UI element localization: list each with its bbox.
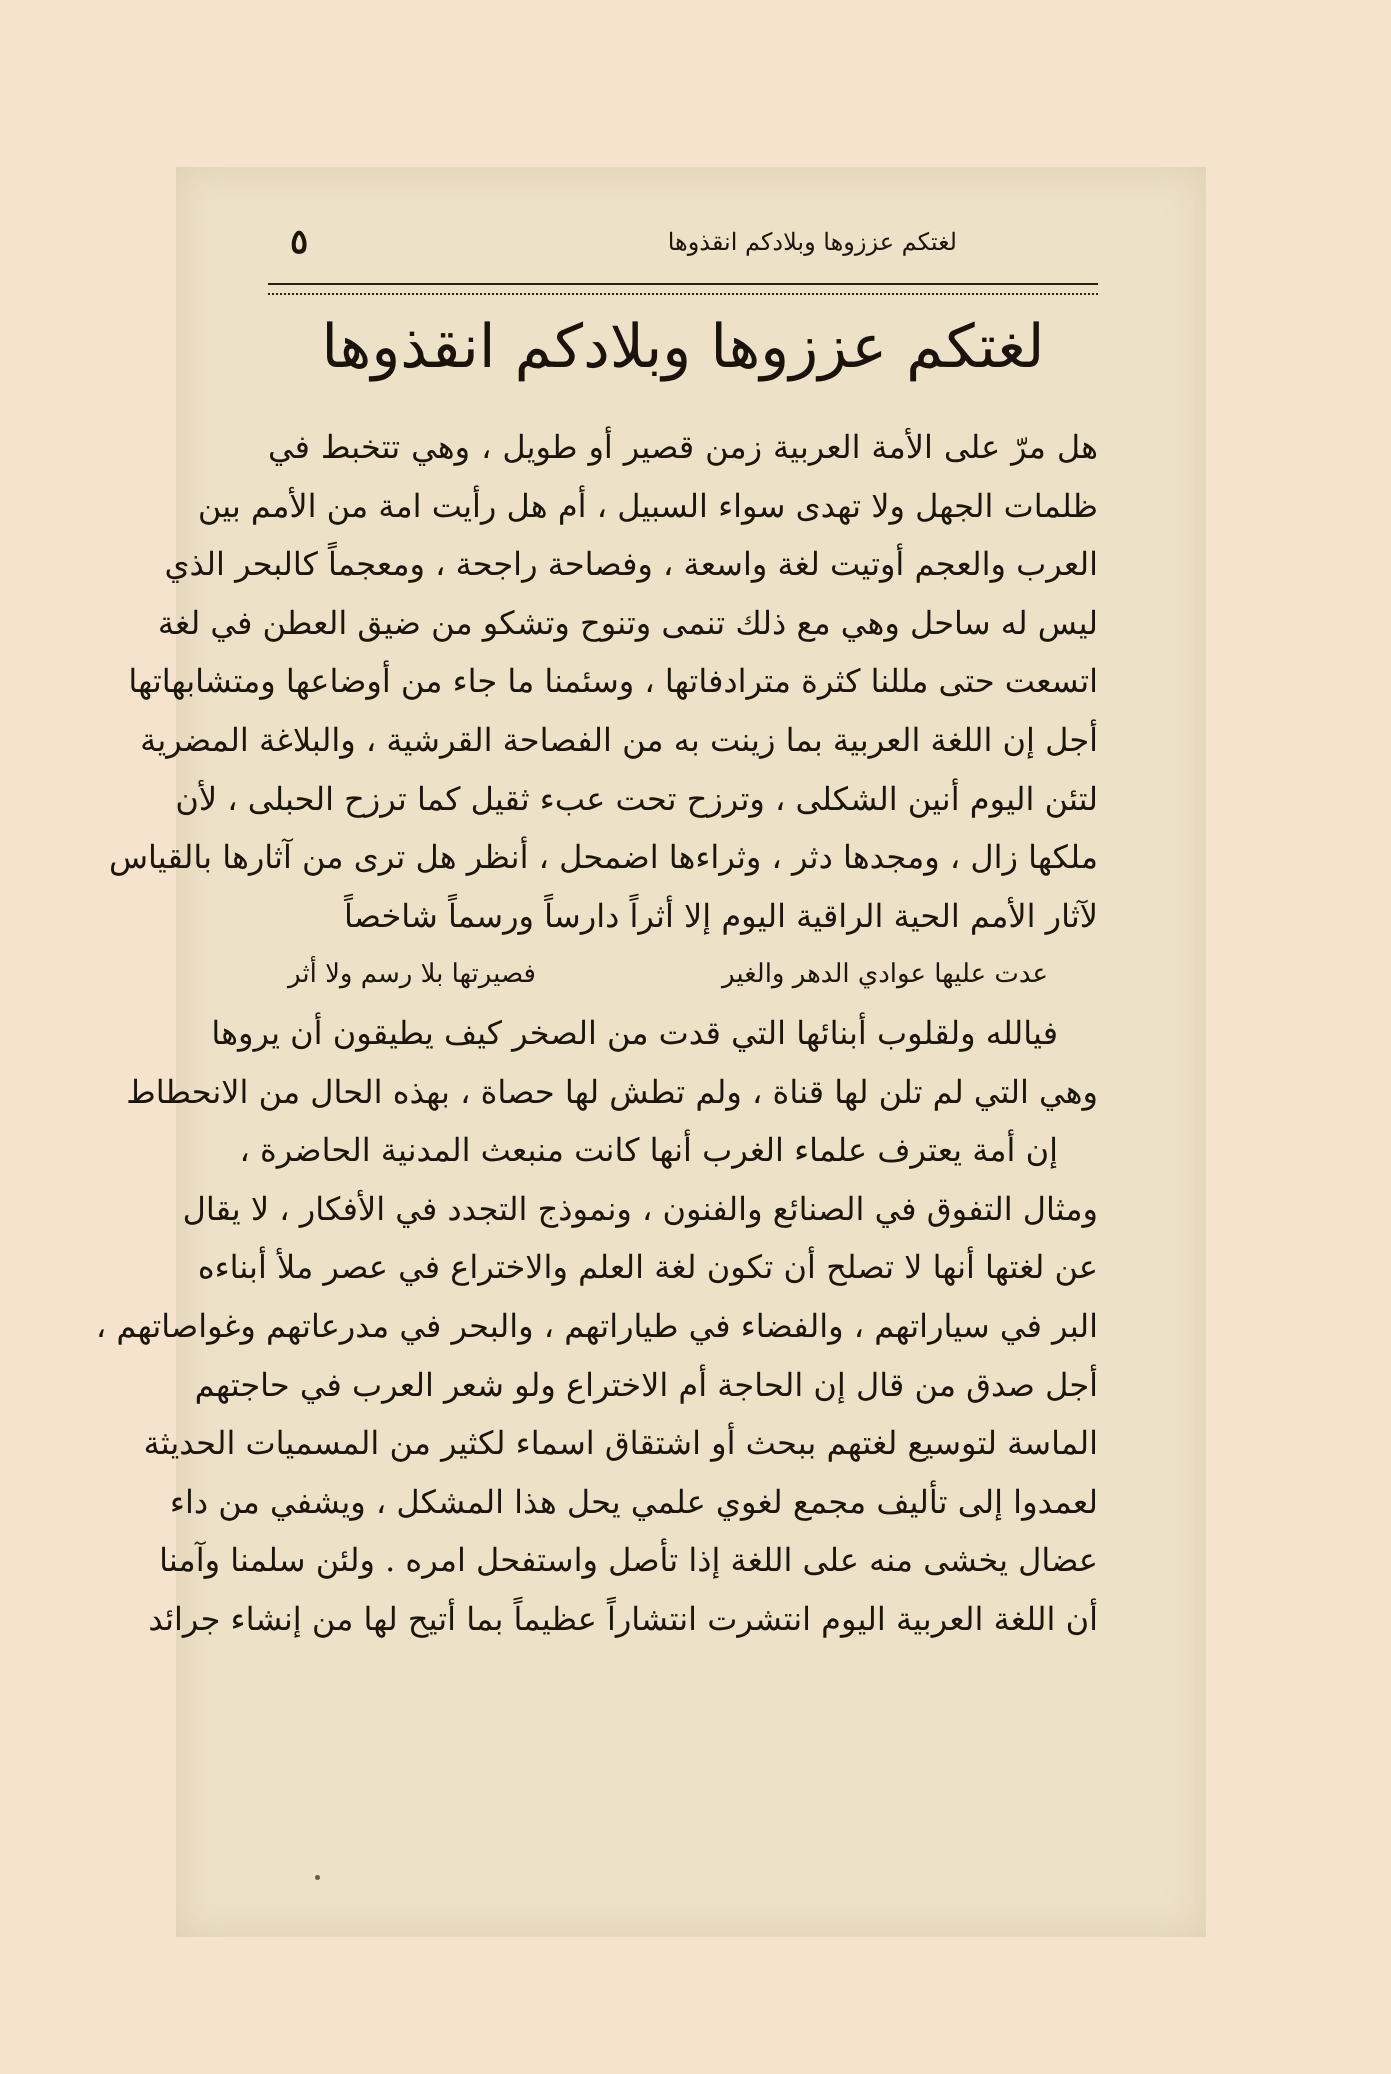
ink-speck [315, 1875, 320, 1880]
text-line: ظلمات الجهل ولا تهدى سواء السبيل ، أم هل رأيت امة من الأمم بين [197, 486, 1098, 525]
text-line: ليس له ساحل وهي مع ذلك تنمى وتنوح وتشكو من ضيق العطن في لغة [157, 603, 1098, 642]
text-line: العرب والعجم أوتيت لغة واسعة ، وفصاحة راجحة ، ومعجماً كالبحر الذي [164, 545, 1098, 584]
page-number: ٥ [290, 222, 309, 262]
text-line: عضال يخشى منه على اللغة إذا تأصل واستفحل امره . ولئن سلمنا وآمنا [159, 1541, 1098, 1580]
running-title: لغتكم عززوها وبلادكم انقذوها [667, 228, 957, 256]
text-line: وهي التي لم تلن لها قناة ، ولم تطش لها حصاة ، بهذه الحال من الانحطاط [126, 1072, 1098, 1111]
text-line: أن اللغة العربية اليوم انتشرت انتشاراً عظيماً بما أتيح لها من إنشاء جرائد [148, 1599, 1098, 1638]
text-line: ملكها زال ، ومجدها دثر ، وثراءها اضمحل ، أنظر هل ترى من آثارها بالقياس [108, 838, 1098, 877]
text-line: الماسة لتوسيع لغتهم ببحث أو اشتقاق اسماء لكثير من المسميات الحديثة [143, 1424, 1098, 1463]
text-line: أجل إن اللغة العربية بما زينت به من الفصاحة القرشية ، والبلاغة المضرية [140, 720, 1098, 759]
article-headline: لغتكم عززوها وبلادكم انقذوها [321, 312, 1045, 382]
verse-line [268, 945, 1098, 1004]
text-line: إن أمة يعترف علماء الغرب أنها كانت منبعث المدنية الحاضرة ، [239, 1131, 1058, 1170]
running-head [272, 222, 1097, 264]
article-body [95, 418, 1098, 1648]
header-rule [268, 283, 1098, 295]
verse-second-hemistich: فصيرتها بلا رسم ولا أثر [288, 959, 536, 990]
text-line: ومثال التفوق في الصنائع والفنون ، ونموذج التجدد في الأفكار ، لا يقال [182, 1189, 1098, 1228]
text-line: اتسعت حتى مللنا كثرة مترادفاتها ، وسئمنا ما جاء من أوضاعها ومتشابهاتها [128, 662, 1098, 701]
text-line: لتئن اليوم أنين الشكلى ، وترزح تحت عبء ثقيل كما ترزح الحبلى ، لأن [175, 779, 1098, 818]
text-line: عن لغتها أنها لا تصلح أن تكون لغة العلم والاختراع في عصر ملأ أبناءه [197, 1248, 1098, 1287]
text-line: لعمدوا إلى تأليف مجمع لغوي علمي يحل هذا المشكل ، ويشفي من داء [169, 1482, 1098, 1521]
text-line: أجل صدق من قال إن الحاجة أم الاختراع ولو شعر العرب في حاجتهم [194, 1365, 1098, 1404]
text-line: فيالله ولقلوب أبنائها التي قدت من الصخر كيف يطيقون أن يروها [211, 1013, 1058, 1052]
text-line: لآثار الأمم الحية الراقية اليوم إلا أثراً دارساً ورسماً شاخصاً [344, 896, 1098, 935]
text-line: هل مرّ على الأمة العربية زمن قصير أو طويل ، وهي تتخبط في [268, 428, 1098, 466]
text-line: البر في سياراتهم ، والفضاء في طياراتهم ، والبحر في مدرعاتهم وغواصاتهم ، [95, 1306, 1098, 1345]
verse-first-hemistich: عدت عليها عوادي الدهر والغير [722, 959, 1048, 990]
